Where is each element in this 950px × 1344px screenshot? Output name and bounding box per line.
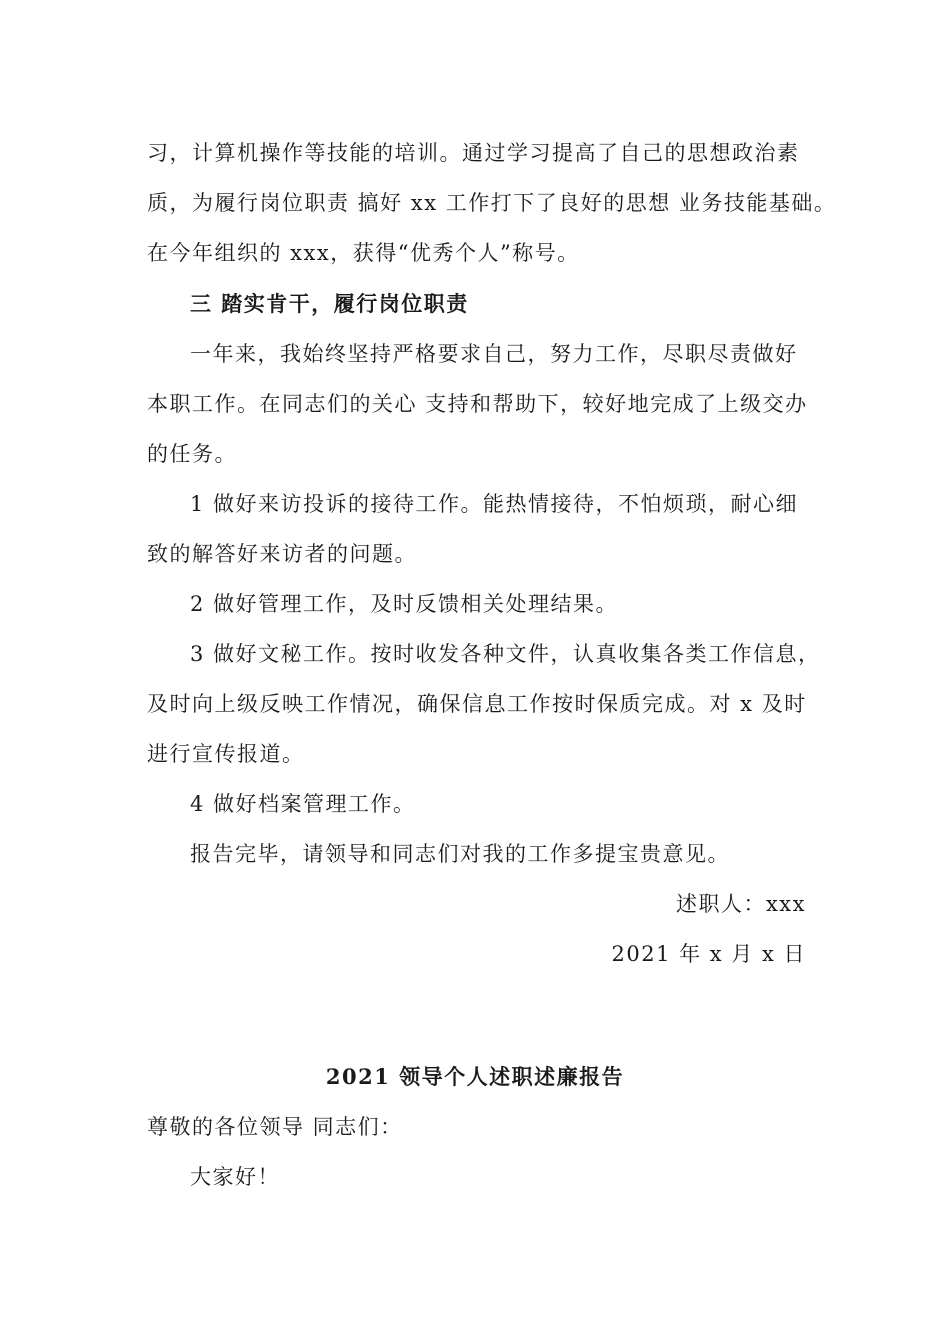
list-item-line: 1 做好来访投诉的接待工作。能热情接待，不怕烦琐，耐心细 [190,492,799,516]
closing-paragraph: 报告完毕，请领导和同志们对我的工作多提宝贵意见。 [190,842,730,866]
paragraph-line: 在今年组织的 xxx，获得“优秀个人”称号。 [147,241,580,265]
list-item-line: 及时向上级反映工作情况，确保信息工作按时保质完成。对 x 及时 [147,692,807,716]
paragraph-line: 质，为履行岗位职责 搞好 xx 工作打下了良好的思想 业务技能基础。 [147,191,837,215]
date: 2021 年 x 月 x 日 [611,942,806,966]
paragraph-line: 的任务。 [147,442,237,466]
signature: 述职人：xxx [675,892,806,916]
paragraph-line: 一年来，我始终坚持严格要求自己，努力工作，尽职尽责做好 [190,342,798,366]
list-item-line: 进行宣传报道。 [147,742,305,766]
salutation: 尊敬的各位领导 同志们： [147,1115,403,1139]
section-heading: 三 踏实肯干，履行岗位职责 [190,291,469,316]
list-item-line: 致的解答好来访者的问题。 [147,542,417,566]
paragraph-line: 本职工作。在同志们的关心 支持和帮助下，较好地完成了上级交办 [147,392,808,416]
list-item-line: 2 做好管理工作，及时反馈相关处理结果。 [190,592,619,616]
document-title: 2021 领导个人述职述廉报告 [325,1064,625,1089]
list-item-line: 3 做好文秘工作。按时收发各种文件，认真收集各类工作信息， [190,642,821,666]
paragraph-line: 习，计算机操作等技能的培训。通过学习提高了自己的思想政治素 [147,141,800,165]
greeting: 大家好！ [190,1165,280,1189]
list-item-line: 4 做好档案管理工作。 [190,792,416,816]
